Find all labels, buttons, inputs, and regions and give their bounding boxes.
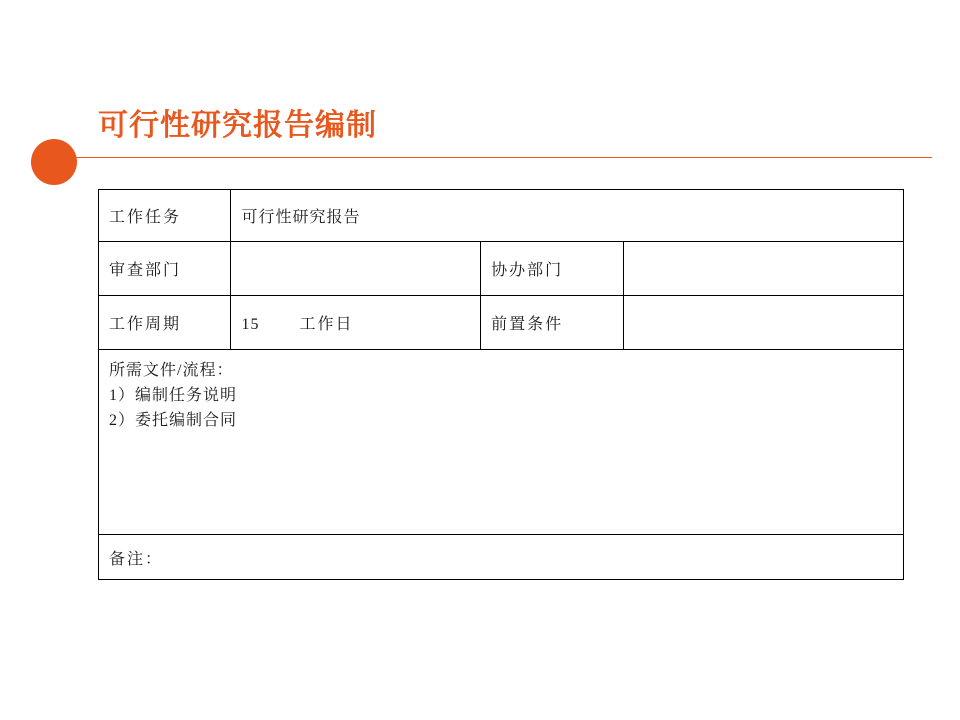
required-documents-item-2: 2）委托编制合同: [109, 411, 238, 429]
required-documents-label: 所需文件/流程：: [109, 362, 234, 379]
work-cycle-number: 15: [241, 316, 260, 333]
table-row: [99, 296, 904, 350]
page-title: 可行性研究报告编制: [98, 109, 377, 142]
table-row: [99, 535, 904, 580]
assist-department-value[interactable]: [623, 242, 903, 296]
work-cycle-unit: 工作日: [299, 316, 354, 333]
work-cycle-value[interactable]: [231, 296, 481, 350]
precondition-label: 前置条件: [481, 296, 624, 350]
work-cycle-label: 工作周期: [99, 296, 231, 350]
precondition-value[interactable]: [623, 296, 903, 350]
work-task-form: [98, 189, 904, 568]
required-documents-item-1: 1）编制任务说明: [109, 386, 238, 404]
remark-cell[interactable]: [99, 535, 904, 580]
table-row: [99, 350, 904, 535]
table-row: [99, 242, 904, 296]
task-label: 工作任务: [99, 190, 231, 242]
assist-department-label: 协办部门: [481, 242, 624, 296]
title-divider: [56, 157, 932, 158]
decorative-circle: [31, 139, 77, 185]
review-department-label: 审查部门: [99, 242, 231, 296]
required-documents-cell[interactable]: [99, 350, 904, 535]
task-value[interactable]: 可行性研究报告: [231, 190, 904, 242]
review-department-value[interactable]: [231, 242, 481, 296]
remark-label: 备注：: [109, 550, 164, 568]
form-table: [98, 189, 904, 580]
slide-header: [0, 100, 960, 172]
table-row: [99, 190, 904, 242]
